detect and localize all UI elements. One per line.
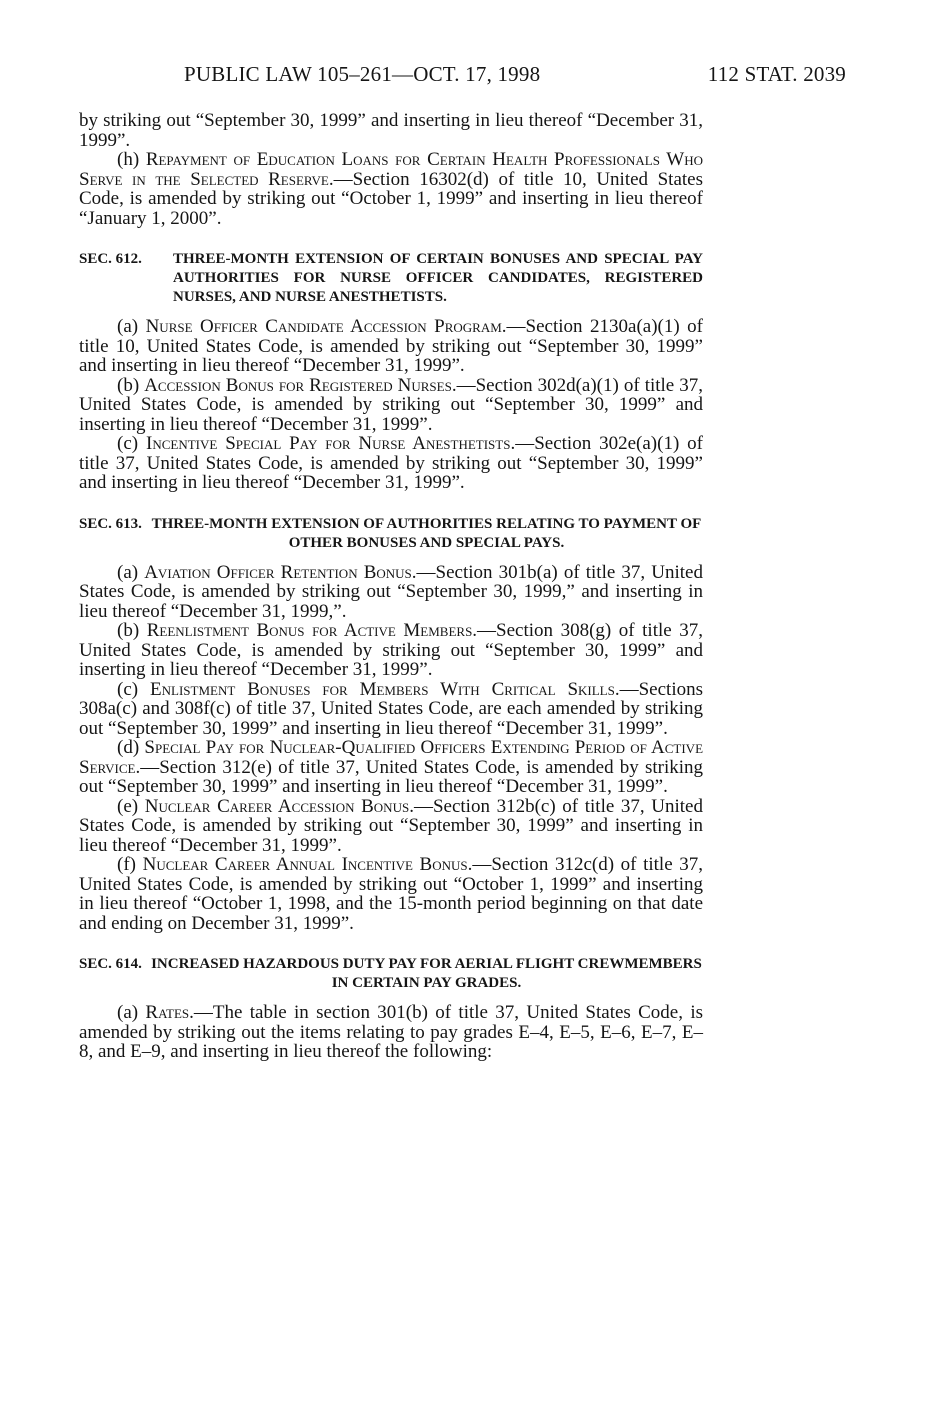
paragraph-heading: Reenlistment Bonus for Active Members. bbox=[146, 620, 478, 641]
paragraph-613-a bbox=[79, 563, 703, 622]
paragraph-h bbox=[79, 150, 703, 228]
paragraph-label: (f) bbox=[117, 854, 143, 875]
paragraph-text: —Section 302e(a)(1) of title 37, United States Code, is amended by striking out “September 30, 1999” and inserting in lieu thereof “December 31, 1999”. bbox=[79, 433, 703, 493]
section-614-heading bbox=[79, 955, 703, 993]
section-title: THREE-MONTH EXTENSION OF AUTHORITIES RELATING TO PAYMENT OF OTHER BONUSES AND SPECIAL PAYS. bbox=[151, 515, 702, 551]
document-body bbox=[79, 111, 703, 1062]
section-title: INCREASED HAZARDOUS DUTY PAY FOR AERIAL FLIGHT CREWMEMBERS IN CERTAIN PAY GRADES. bbox=[151, 956, 702, 991]
paragraph-heading: Repayment of Education Loans for Certain Health Professionals Who Serve in the Selected Reserve. bbox=[79, 149, 703, 190]
paragraph-text: —Section 312b(c) of title 37, United States Code, is amended by striking out “September 30, 1999” and inserting in lieu thereof “December 31, 1999”. bbox=[79, 795, 703, 856]
paragraph-text: —Section 312(e) of title 37, United States Code, is amended by striking out “September 30, 1999” and inserting in lieu thereof “December 31, 1999”. bbox=[79, 756, 703, 797]
paragraph-612-b bbox=[79, 376, 703, 435]
paragraph-text: —The table in section 301(b) of title 37, United States Code, is amended by striking out the items relating to pay grades E–4, E–5, E–6, E–7, E–8, and E–9, and inserting in lieu thereof the following: bbox=[79, 1002, 703, 1062]
paragraph-heading: Enlistment Bonuses for Members With Critical Skills. bbox=[150, 678, 620, 700]
paragraph-label: (a) bbox=[117, 1002, 146, 1023]
paragraph-heading: Rates. bbox=[145, 1002, 194, 1023]
paragraph-614-a bbox=[79, 1003, 703, 1062]
section-613-heading bbox=[79, 515, 703, 553]
paragraph-heading: Special Pay for Nuclear-Qualified Officers Extending Period of Active Service. bbox=[79, 737, 704, 778]
paragraph-label: (d) bbox=[117, 737, 145, 758]
paragraph-text: —Section 312c(d) of title 37, United States Code, is amended by striking out “October 1, 1999” and inserting in lieu thereof “October 1, 1998, and the 15-month period beginning on that date and ending on December 31, 1999”. bbox=[79, 854, 703, 934]
paragraph-613-c bbox=[79, 680, 703, 739]
paragraph-label: (b) bbox=[117, 620, 147, 641]
paragraph-heading: Incentive Special Pay for Nurse Anesthetists. bbox=[146, 433, 516, 454]
continuation-paragraph: by striking out “September 30, 1999” and inserting in lieu thereof “December 31, 1999”. bbox=[79, 110, 703, 151]
paragraph-613-b bbox=[79, 621, 703, 680]
page-number: 112 STAT. 2039 bbox=[707, 62, 846, 86]
paragraph-text: —Section 302d(a)(1) of title 37, United States Code, is amended by striking out “September 30, 1999” and inserting in lieu thereof “December 31, 1999”. bbox=[79, 374, 704, 435]
section-612-heading bbox=[79, 250, 703, 307]
paragraph-label: (b) bbox=[117, 374, 145, 396]
paragraph-heading: Nuclear Career Accession Bonus. bbox=[144, 795, 414, 817]
paragraph-613-f bbox=[79, 855, 703, 933]
running-head: PUBLIC LAW 105–261—OCT. 17, 1998 bbox=[184, 62, 541, 86]
paragraph-text: —Section 2130a(a)(1) of title 10, United States Code, is amended by striking out “September 30, 1999” and inserting in lieu thereof “December 31, 1999”. bbox=[79, 316, 704, 376]
section-number: SEC. 612. bbox=[79, 251, 142, 267]
paragraph-613-e bbox=[79, 797, 703, 856]
paragraph-heading: Aviation Officer Retention Bonus. bbox=[144, 561, 417, 583]
paragraph-612-c bbox=[79, 434, 703, 493]
paragraph-text: —Section 16302(d) of title 10, United States Code, is amended by striking out “October 1, 1999” and inserting in lieu thereof “January 1, 2000”. bbox=[79, 168, 703, 229]
paragraph-text: —Section 308(g) of title 37, United States Code, is amended by striking out “September 30, 1999” and inserting in lieu thereof “December 31, 1999”. bbox=[79, 620, 703, 680]
paragraph-612-a bbox=[79, 317, 703, 376]
section-title: THREE-MONTH EXTENSION OF CERTAIN BONUSES AND SPECIAL PAY AUTHORITIES FOR NURSE OFFICER CANDIDATES, REGISTERED NURSES, AND NURSE ANESTHETISTS. bbox=[173, 251, 703, 305]
paragraph-label: (c) bbox=[117, 433, 146, 454]
paragraph-text: —Sections 308a(c) and 308f(c) of title 37, United States Code, are each amended by striking out “September 30, 1999” and inserting in lieu thereof “December 31, 1999”. bbox=[79, 678, 703, 739]
section-number: SEC. 614. bbox=[79, 956, 142, 972]
paragraph-heading: Nurse Officer Candidate Accession Program. bbox=[145, 316, 507, 337]
page-header bbox=[184, 62, 846, 88]
paragraph-heading: Accession Bonus for Registered Nurses. bbox=[144, 374, 457, 396]
paragraph-text: —Section 301b(a) of title 37, United States Code, is amended by striking out “September 30, 1999,” and inserting in lieu thereof “December 31, 1999,”. bbox=[79, 561, 703, 622]
paragraph-613-d bbox=[79, 738, 703, 797]
paragraph-label: (h) bbox=[117, 149, 146, 170]
paragraph-label: (a) bbox=[117, 316, 146, 337]
section-number: SEC. 613. bbox=[79, 515, 142, 532]
paragraph-heading: Nuclear Career Annual Incentive Bonus. bbox=[142, 854, 473, 875]
paragraph-label: (a) bbox=[117, 561, 145, 583]
paragraph-label: (c) bbox=[117, 678, 151, 700]
paragraph-label: (e) bbox=[117, 795, 145, 817]
